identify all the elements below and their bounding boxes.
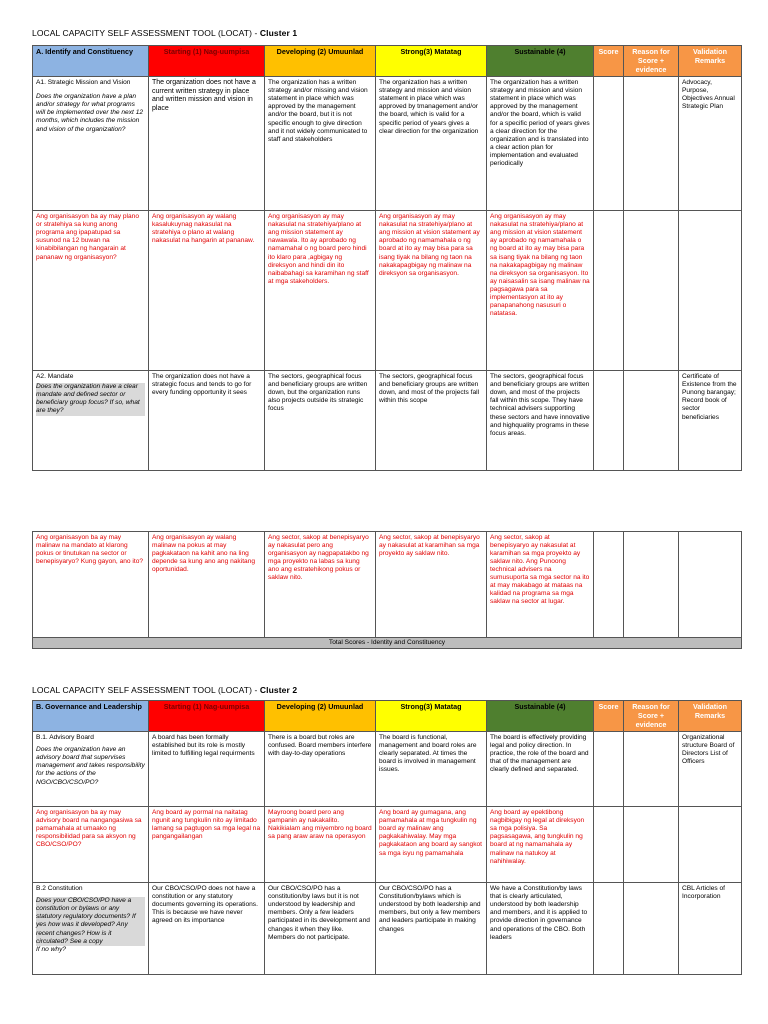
- a2-developing: The sectors, geographical focus and beneficiary groups are written down, but the organization runs also projects outside its strategic focus: [265, 371, 376, 471]
- header-reason: Reason for Score + evidence: [624, 46, 679, 77]
- a2-question: Does the organization have a clear mandate and defined sector or beneficiary group focus? If so, what are they?: [36, 383, 145, 415]
- b1-fil-score[interactable]: [594, 807, 624, 883]
- a2-sustainable: The sectors, geographical focus and beneficiary groups are written down, and most of the projects fall within this scope. They have technical advisers supporting these sectors and have innovative and highquality programs in these focus areas.: [487, 371, 594, 471]
- b2-area-cell: [33, 883, 149, 975]
- a1-fil-validation: [679, 211, 742, 371]
- b1-fil-reason[interactable]: [624, 807, 679, 883]
- a1-fil-strong: Ang organisasyon ay may nakasulat na stratehiya/plano at ang mission at vision statement ay aprobado ng namamahala o ng board at ito ay may bisa para sa isang tiyak na bilang ng taon na nakakapagbigay ng malinaw na direksyon sa organisasyon.: [376, 211, 487, 371]
- a1-strong: The organization has a written strategy and mission and vision statement in place which was approved by tmanagement and/or the board, which is valid for a specific period of years gives a clear direction for the organization: [376, 77, 487, 211]
- b1-validation: Organizational structure Board of Directors List of Officers: [679, 732, 742, 807]
- a2-label: A2. Mandate: [36, 373, 74, 381]
- b1-score[interactable]: [594, 732, 624, 807]
- cluster1-total-label: Total Scores - Identity and Constituency: [33, 638, 742, 649]
- header-score: Score: [594, 46, 624, 77]
- cluster2-title-prefix: LOCAL CAPACITY SELF ASSESSMENT TOOL (LOCAT) -: [32, 685, 260, 695]
- a1-label: A1. Strategic Mission and Vision: [36, 79, 131, 87]
- a1-fil-sustainable: Ang organisasyon ay may nakasulat na stratehiya/plano at ang mission at vision statement ay aprobado ng namamahala o ng board at ito ay may bisa para sa isang tiyak na bilang ng taon na nakakapagbigay ng malinaw na direksyon sa organisasyon. Ito ay naisasalin sa isang malinaw na pagsagawa para sa implementasyon at ito ay panapanahong nasusuri o natatasa.: [487, 211, 594, 371]
- cluster1-total-row: [33, 638, 742, 649]
- b2-score[interactable]: [594, 883, 624, 975]
- a1-fil-starting: Ang organisasyon ay walang kasalukuynag nakasulat na stratehiya o plano at walang nakasulat na hangarin at pananaw.: [149, 211, 265, 371]
- cluster1-table-continued: [32, 531, 742, 649]
- cluster2-title: [32, 685, 297, 695]
- a1-area-cell: [33, 77, 149, 211]
- b1-question: Does the organization have an advisory board that supervises management and takes responsibility for the actions of the NGO/CBO/CSO/PO?: [36, 746, 145, 786]
- header-validation: Validation Remarks: [679, 701, 742, 732]
- a2-strong: The sectors, geographical focus and beneficiary groups are written down, and most of the projects fall within this scope: [376, 371, 487, 471]
- cluster1-header-row: [33, 46, 742, 77]
- a2-fil-starting: Ang organisasyon ay walang malinaw na pokus at may pagkakataon na kahit ano na ling depende sa kung ano ang nakitang oportunidad.: [149, 532, 265, 638]
- b1-strong: The board is functional, management and board roles are clearly separated. At times the board is involved in management issues.: [376, 732, 487, 807]
- b2-reason[interactable]: [624, 883, 679, 975]
- a1-fil-row: [33, 211, 742, 371]
- header-strong: Strong(3) Matatag: [376, 46, 487, 77]
- b1-fil-starting: Ang board ay pormal na naitatag ngunit ang tungkulin nito ay limitado lamang sa pagtugon sa mga legal na pangangailangan: [149, 807, 265, 883]
- b1-area-cell: [33, 732, 149, 807]
- a2-fil-score[interactable]: [594, 532, 624, 638]
- a2-fil-developing: Ang sector, sakop at benepisyaryo ay nakasulat pero ang organisasyon ay nagpapatakbo ng mga proyekto na labas sa kung ano ang estratehikong pokus or saklaw nito.: [265, 532, 376, 638]
- a2-fil-row: [33, 532, 742, 638]
- cluster1-title-prefix: LOCAL CAPACITY SELF ASSESSMENT TOOL (LOCAT) -: [32, 28, 260, 38]
- header-reason: Reason for Score + evidence: [624, 701, 679, 732]
- a2-starting: The organization does not have a strategic focus and tends to go for every funding opportunity it sees: [149, 371, 265, 471]
- header-score: Score: [594, 701, 624, 732]
- a1-sustainable: The organization has a written strategy and mission and vision statement in place which was approved by the management and/or the board, which is valid for a specific period of years gives a clear direction for the organization and is translated into a clear action plan for implementation and evaluated periodically: [487, 77, 594, 211]
- b1-sustainable: The board is effectively providing legal and policy direction. In practice, the role of the board and that of the management are clearly defined and separated.: [487, 732, 594, 807]
- b1-fil-validation: [679, 807, 742, 883]
- a2-area-cell: [33, 371, 149, 471]
- header-sustainable: Sustainable (4): [487, 46, 594, 77]
- a2-fil-sustainable: Ang sector, sakop at benepisyaryo ay nakasulat at karamihan sa mga proyekto ay saklaw nito. Ang Punoong technical advisers na sumusuporta sa mga sector na ito at may makabago at mataas na kalidad na programa sa mga saklaw na sector at lugar.: [487, 532, 594, 638]
- header-starting: Starting (1) Nag-uumpisa: [149, 46, 265, 77]
- header-area: B. Governance and Leadership: [33, 701, 149, 732]
- b2-label: B.2 Constitution: [36, 885, 83, 893]
- a1-row: [33, 77, 742, 211]
- b1-starting: A board has been formally established but its role is mostly limited to fulfilling legal requirments: [149, 732, 265, 807]
- header-validation: Validation Remarks: [679, 46, 742, 77]
- b1-fil-row: [33, 807, 742, 883]
- a2-row: [33, 371, 742, 471]
- header-sustainable: Sustainable (4): [487, 701, 594, 732]
- a1-fil-score[interactable]: [594, 211, 624, 371]
- cluster1-title: [32, 28, 297, 38]
- cluster1-title-bold: Cluster 1: [259, 28, 298, 38]
- a2-reason[interactable]: [624, 371, 679, 471]
- b2-starting: Our CBO/CSO/PO does not have a constitution or any statutory documents governing its operations. This is because we have never agreed on its importance: [149, 883, 265, 975]
- cluster2-title-bold: Cluster 2: [259, 685, 298, 695]
- b1-row: [33, 732, 742, 807]
- b1-developing: There is a board but roles are confused. Board members interfere with day-to-day operations: [265, 732, 376, 807]
- cluster1-table: [32, 45, 742, 471]
- b1-fil-sustainable: Ang board ay epektibong nagbibigay ng legal at direksyon sa mga polisiya. Sa pagsasagawa, ang tungkulin ng board at ng namamahala ay malinaw na natukoy at nahihiwalay.: [487, 807, 594, 883]
- b1-label: B.1. Advisory Board: [36, 734, 94, 742]
- a1-question: Does the organization have a plan and/or strategy for what programs will be implemented over the next 12 months, which includes the mission and vision of the organization?: [36, 93, 144, 133]
- b2-strong: Our CBO/CSO/PO has a Constitution/bylaws which is understood by both leadership and members, but only a few members and leaders participate in making changes: [376, 883, 487, 975]
- b1-reason[interactable]: [624, 732, 679, 807]
- a1-fil-reason[interactable]: [624, 211, 679, 371]
- a1-developing: The organization has a written strategy and/or missing and vision statement in place which was approved by the management and/or the board, but it is not specific enough to give direction and it not widely communicated to staff and stakeholders: [265, 77, 376, 211]
- a1-starting: The organization does not have a current written strategy in place and written mission and vision in place: [149, 77, 265, 211]
- a1-validation: Advocacy, Purpose, Objectives Annual Strategic Plan: [679, 77, 742, 211]
- b2-sustainable: We have a Constitution/by laws that is clearly articulated, understood by both leadership and members, and it is applied to provide direction in governance and operations of the CBO. Both leaders: [487, 883, 594, 975]
- a1-fil-question: Ang organisasyon ba ay may plano or stratehiya sa kung anong programa ang ipapatupad sa susunod na 12 buwan na kinabibilangan ng hangarain at pananaw ng organisasyon?: [33, 211, 149, 371]
- a2-fil-question: Ang organisasyon ba ay may malinaw na mandato at klarong pokus or tinutukan na sector or benepisyaryo? Kung gayon, ano ito?: [33, 532, 149, 638]
- header-developing: Developing (2) Umuunlad: [265, 701, 376, 732]
- b1-fil-developing: Mayroong board pero ang gampanin ay nakakalito. Nakikialam ang miyembro ng board sa pang araw araw na operasyon: [265, 807, 376, 883]
- cluster2-table: [32, 700, 742, 975]
- a2-fil-strong: Ang sector, sakop at benepisyaryo ay nakasulat at karamihan sa mga proyekto ay saklaw nito.: [376, 532, 487, 638]
- a1-score[interactable]: [594, 77, 624, 211]
- a1-reason[interactable]: [624, 77, 679, 211]
- b2-question: Does your CBO/CSO/PO have a constitution or bylaws or any statutory regulatory documents? If yes how was it developed? Any recent changes? How is it circulated? See a copy: [36, 897, 145, 945]
- b2-row: [33, 883, 742, 975]
- b2-question-tail: If no why?: [36, 945, 67, 953]
- a2-score[interactable]: [594, 371, 624, 471]
- a2-fil-reason[interactable]: [624, 532, 679, 638]
- b1-fil-strong: Ang board ay gumagana, ang pamamahala at mga tungkulin ng board ay malinaw ang pagkakahiwalay. May mga pagkakataon ang board ay sangkot sa mga isyu ng pamamahala: [376, 807, 487, 883]
- header-developing: Developing (2) Umuunlad: [265, 46, 376, 77]
- header-strong: Strong(3) Matatag: [376, 701, 487, 732]
- a1-fil-developing: Ang organisasyon ay may nakasulat na stratehiya/plano at ang mission statement ay nawawala. Ito ay aprobado ng namamahal o ng board pero hindi ito klaro para ,agbigay ng direksyon and hindi din ito naibabahagi sa karamihan ng staff at mga stakeholders.: [265, 211, 376, 371]
- b2-developing: Our CBO/CSO/PO has a constitution/by laws but it is not understood by leadership and members. Only a few leaders participated in its development and changes it when they like. Members do not participate.: [265, 883, 376, 975]
- b1-fil-question: Ang organisasyon ba ay may advisory board na nangangasiwa sa pamamahala at umaako ng responsibilidad para sa aksyon ng CBO/CSO/PO?: [33, 807, 149, 883]
- a2-fil-validation: [679, 532, 742, 638]
- b2-validation: CBL Articles of Incorporation: [679, 883, 742, 975]
- a2-validation: Certificate of Existence from the Punong barangay; Record book of sector beneficiaries: [679, 371, 742, 471]
- cluster2-header-row: [33, 701, 742, 732]
- header-area: A. Identify and Constituency: [33, 46, 149, 77]
- header-starting: Starting (1) Nag-uumpisa: [149, 701, 265, 732]
